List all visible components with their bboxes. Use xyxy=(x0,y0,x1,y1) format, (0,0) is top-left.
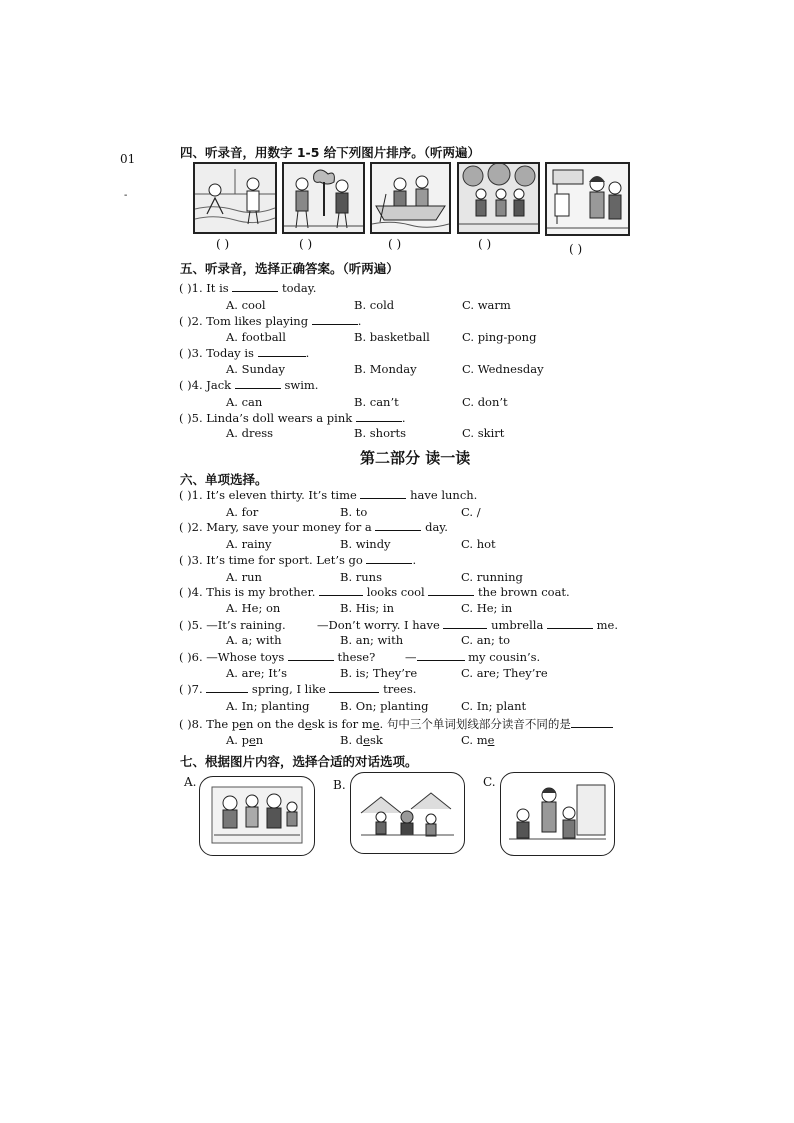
option-b[interactable]: B. basketball xyxy=(354,330,430,344)
option-a[interactable]: A. run xyxy=(226,570,262,584)
option-a[interactable]: A. are; It’s xyxy=(226,666,288,680)
option-c[interactable]: C. skirt xyxy=(462,426,505,440)
answer-paren[interactable]: ( ) xyxy=(179,520,192,534)
answer-blank xyxy=(443,618,487,629)
section-6-title: 六、单项选择。 xyxy=(180,472,268,487)
option-b[interactable]: B. runs xyxy=(340,570,382,584)
answer-paren[interactable]: ( ) xyxy=(179,488,192,502)
listening-picture-1 xyxy=(193,162,277,234)
picture-3-answer[interactable]: ( ) xyxy=(388,237,402,251)
option-a[interactable]: A. a; with xyxy=(226,633,282,647)
answer-blank xyxy=(258,346,306,357)
option-a[interactable]: A. In; planting xyxy=(226,699,310,713)
question-text: umbrella xyxy=(487,618,547,632)
option-b[interactable]: B. shorts xyxy=(354,426,407,440)
answer-paren[interactable]: ( ) xyxy=(179,682,192,696)
answer-blank xyxy=(312,314,358,325)
answer-paren[interactable]: ( ) xyxy=(179,553,192,567)
option-c[interactable]: C. Wednesday xyxy=(462,362,544,376)
question-text: —Don’t worry. I have xyxy=(317,618,444,632)
option-c[interactable]: C. ping-pong xyxy=(462,330,537,344)
question-text: me. xyxy=(592,618,618,632)
listening-picture-4 xyxy=(457,162,540,234)
question-text: . xyxy=(412,553,417,567)
option-b[interactable]: B. an; with xyxy=(340,633,404,647)
question-text: 2. Tom likes playing xyxy=(191,314,312,328)
option-b[interactable]: B. On; planting xyxy=(340,699,429,713)
question-row xyxy=(179,281,316,295)
answer-blank xyxy=(329,682,379,693)
option-a[interactable]: A. for xyxy=(226,505,259,519)
question-text: 7. xyxy=(191,682,207,696)
listening-picture-5 xyxy=(545,162,630,236)
listening-picture-3 xyxy=(370,162,451,234)
answer-paren[interactable]: ( ) xyxy=(179,411,192,425)
question-text: spring, I like xyxy=(248,682,330,696)
option-a[interactable]: A. He; on xyxy=(226,601,281,615)
option-b[interactable]: B. Monday xyxy=(354,362,417,376)
question-text: 3. It’s time for sport. Let’s go xyxy=(191,553,367,567)
page-number: 01 xyxy=(120,152,136,166)
picture-5-answer[interactable]: ( ) xyxy=(569,242,583,256)
question-text: have lunch. xyxy=(406,488,478,502)
option-a[interactable]: A. rainy xyxy=(226,537,272,551)
answer-blank xyxy=(428,585,474,596)
question-row xyxy=(179,650,375,664)
answer-blank xyxy=(206,682,248,693)
picture-1-answer[interactable]: ( ) xyxy=(216,237,230,251)
option-c[interactable]: C. an; to xyxy=(461,633,511,647)
answer-paren[interactable]: ( ) xyxy=(179,281,192,295)
question-text: 5. Linda’s doll wears a pink xyxy=(191,411,356,425)
question-row xyxy=(317,618,618,632)
answer-paren[interactable]: ( ) xyxy=(179,618,192,632)
picture-b-label: B. xyxy=(333,778,346,792)
question-row xyxy=(179,682,416,696)
question-text: — xyxy=(405,650,417,664)
answer-blank xyxy=(375,520,421,531)
option-b[interactable]: B. windy xyxy=(340,537,391,551)
answer-paren[interactable]: ( ) xyxy=(179,314,192,328)
answer-blank xyxy=(417,650,465,661)
listening-picture-2 xyxy=(282,162,365,234)
question-text: 2. Mary, save your money for a xyxy=(191,520,376,534)
option-b[interactable]: B. cold xyxy=(354,298,395,312)
answer-blank xyxy=(288,650,334,661)
option-a[interactable]: A. pen xyxy=(226,733,264,747)
question-text: these? xyxy=(333,650,376,664)
dialogue-picture-c xyxy=(500,772,615,856)
option-b[interactable]: B. His; in xyxy=(340,601,394,615)
question-text: 6. —Whose toys xyxy=(191,650,288,664)
picture-2-answer[interactable]: ( ) xyxy=(299,237,313,251)
answer-paren[interactable]: ( ) xyxy=(179,346,192,360)
question-row xyxy=(405,650,540,664)
underlined-letter: e xyxy=(304,717,312,731)
section-4-title: 四、听录音，用数字 1-5 给下列图片排序。（听两遍） xyxy=(180,145,481,160)
option-c[interactable]: C. hot xyxy=(461,537,496,551)
option-b[interactable]: B. to xyxy=(340,505,368,519)
question-text: 1. It’s eleven thirty. It’s time xyxy=(191,488,361,502)
question-text: sk is for m xyxy=(311,717,373,731)
answer-paren[interactable]: ( ) xyxy=(179,585,192,599)
question-text: looks cool xyxy=(363,585,429,599)
underlined-letter: e xyxy=(372,717,380,731)
option-c[interactable]: C. / xyxy=(461,505,481,519)
question-row xyxy=(179,716,613,732)
option-c[interactable]: C. In; plant xyxy=(461,699,527,713)
answer-blank xyxy=(366,553,412,564)
option-c[interactable]: C. me xyxy=(461,733,495,747)
question-text: 4. Jack xyxy=(191,378,235,392)
option-a[interactable]: A. Sunday xyxy=(226,362,286,376)
question-text: day. xyxy=(421,520,448,534)
option-a[interactable]: A. football xyxy=(226,330,286,344)
question-row xyxy=(179,346,309,360)
answer-blank xyxy=(547,618,593,629)
answer-blank xyxy=(356,411,402,422)
option-a[interactable]: A. can xyxy=(226,395,263,409)
picture-4-answer[interactable]: ( ) xyxy=(478,237,492,251)
question-row xyxy=(179,585,570,599)
dialogue-picture-b xyxy=(350,772,465,854)
question-text: trees. xyxy=(379,682,417,696)
option-c[interactable]: C. He; in xyxy=(461,601,513,615)
answer-blank xyxy=(319,585,363,596)
section-5-title: 五、听录音，选择正确答案。（听两遍） xyxy=(180,261,399,276)
question-text: swim. xyxy=(280,378,319,392)
option-c[interactable]: C. are; They’re xyxy=(461,666,548,680)
question-row xyxy=(179,488,477,502)
question-row xyxy=(179,553,416,567)
picture-c-label: C. xyxy=(483,775,496,789)
answer-blank xyxy=(232,281,278,292)
answer-paren[interactable]: ( ) xyxy=(179,650,192,664)
question-text: . xyxy=(357,314,362,328)
question-row xyxy=(179,520,448,534)
question-row xyxy=(179,378,318,392)
question-text: 8. The p xyxy=(191,717,240,731)
question-text: n on the d xyxy=(245,717,305,731)
option-b[interactable]: B. desk xyxy=(340,733,383,747)
question-text: my cousin’s. xyxy=(464,650,541,664)
underlined-letter: e xyxy=(239,717,246,731)
option-c[interactable]: C. don’t xyxy=(462,395,508,409)
answer-blank xyxy=(360,488,406,499)
question-text: today. xyxy=(278,281,317,295)
question-row xyxy=(179,314,361,328)
dialogue-picture-a xyxy=(199,776,315,856)
option-c[interactable]: C. warm xyxy=(462,298,511,312)
question-row xyxy=(179,411,406,425)
answer-blank xyxy=(571,717,613,728)
question-text: 5. —It’s raining. xyxy=(191,618,286,632)
option-b[interactable]: B. can’t xyxy=(354,395,399,409)
answer-paren[interactable]: ( ) xyxy=(179,378,192,392)
question-text: the brown coat. xyxy=(474,585,570,599)
picture-a-label: A. xyxy=(184,775,197,789)
part-2-heading: 第二部分 读一读 xyxy=(360,449,471,467)
answer-blank xyxy=(235,378,281,389)
question-text: . xyxy=(401,411,406,425)
question-text: 4. This is my brother. xyxy=(191,585,320,599)
section-7-title: 七、根据图片内容，选择合适的对话选项。 xyxy=(180,754,418,769)
answer-paren[interactable]: ( ) xyxy=(179,717,192,731)
question-text: . 句中三个单词划线部分读音不同的是 xyxy=(379,717,571,731)
question-row xyxy=(179,618,286,632)
question-text: 1. It is xyxy=(191,281,233,295)
margin-dash: - xyxy=(124,190,128,201)
option-a[interactable]: A. cool xyxy=(226,298,266,312)
option-b[interactable]: B. is; They’re xyxy=(340,666,418,680)
option-c[interactable]: C. running xyxy=(461,570,523,584)
question-text: 3. Today is xyxy=(191,346,258,360)
option-a[interactable]: A. dress xyxy=(226,426,274,440)
question-text: . xyxy=(305,346,310,360)
